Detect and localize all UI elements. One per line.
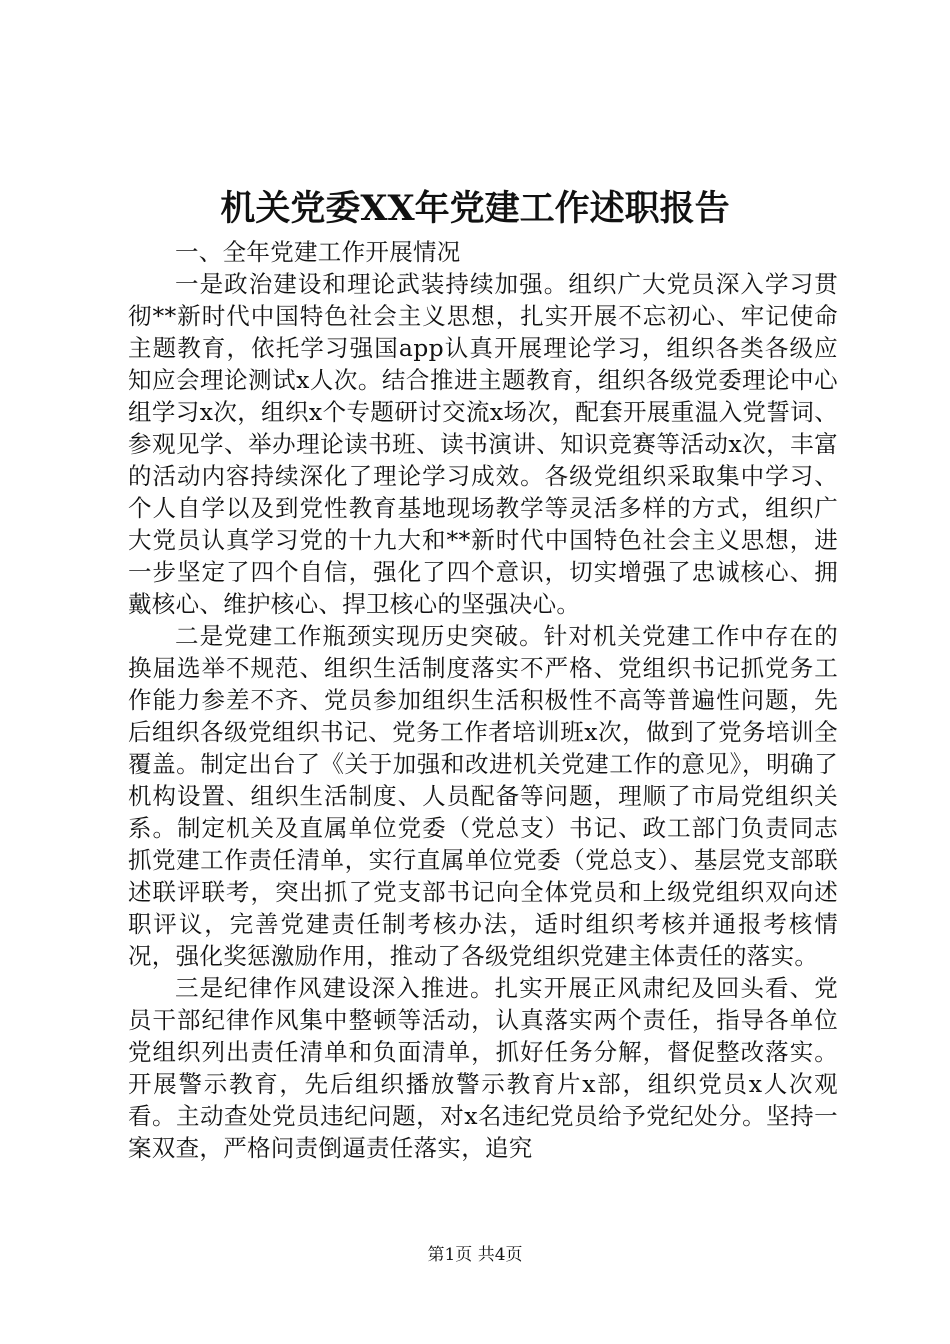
paragraph-discipline-style: 三是纪律作风建设深入推进。扎实开展正风肃纪及回头看、党员干部纪律作风集中整顿等活动，认真落实两个责任，指导各单位党组织列出责任清单和负面清单，抓好任务分解，督促整改落实。开展警示教育，先后组织播放警示教育片x部，组织党员x人次观看。主动查处党员违纪问题，对x名违纪党员给予党纪处分。坚持一案双查，严格问责倒逼责任落实，追究 (128, 974, 838, 1162)
paragraph-party-building-breakthrough: 二是党建工作瓶颈实现历史突破。针对机关党建工作中存在的换届选举不规范、组织生活制度落实不严格、党组织书记抓党务工作能力参差不齐、党员参加组织生活积极性不高等普遍性问题，先后组织各级党组织书记、党务工作者培训班x次，做到了党务培训全覆盖。制定出台了《关于加强和改进机关党建工作的意见》，明确了机构设置、组织生活制度、人员配备等问题，理顺了市局党组织关系。制定机关及直属单位党委（党总支）书记、政工部门负责同志抓党建工作责任清单，实行直属单位党委（党总支）、基层党支部联述联评联考，突出抓了党支部书记向全体党员和上级党组织双向述职评议，完善党建责任制考核办法，适时组织考核并通报考核情况，强化奖惩激励作用，推动了各级党组织党建主体责任的落实。 (128, 622, 838, 970)
section-heading: 一、全年党建工作开展情况 (175, 238, 461, 266)
paragraph-political-building: 一是政治建设和理论武装持续加强。组织广大党员深入学习贯彻**新时代中国特色社会主义思想，扎实开展不忘初心、牢记使命主题教育，依托学习强国app认真开展理论学习，组织各类各级应知应会理论测试x人次。结合推进主题教育，组织各级党委理论中心组学习x次，组织x个专题研讨交流x场次，配套开展重温入党誓词、参观见学、举办理论读书班、读书演讲、知识竞赛等活动x次，丰富的活动内容持续深化了理论学习成效。各级党组织采取集中学习、个人自学以及到党性教育基地现场教学等灵活多样的方式，组织广大党员认真学习党的十九大和**新时代中国特色社会主义思想，进一步坚定了四个自信，强化了四个意识，切实增强了忠诚核心、拥戴核心、维护核心、捍卫核心的坚强决心。 (128, 270, 838, 618)
document-title: 机关党委XX年党建工作述职报告 (220, 188, 730, 229)
document-body (128, 236, 838, 1164)
page-number-footer: 第1页 共4页 (427, 1245, 523, 1265)
